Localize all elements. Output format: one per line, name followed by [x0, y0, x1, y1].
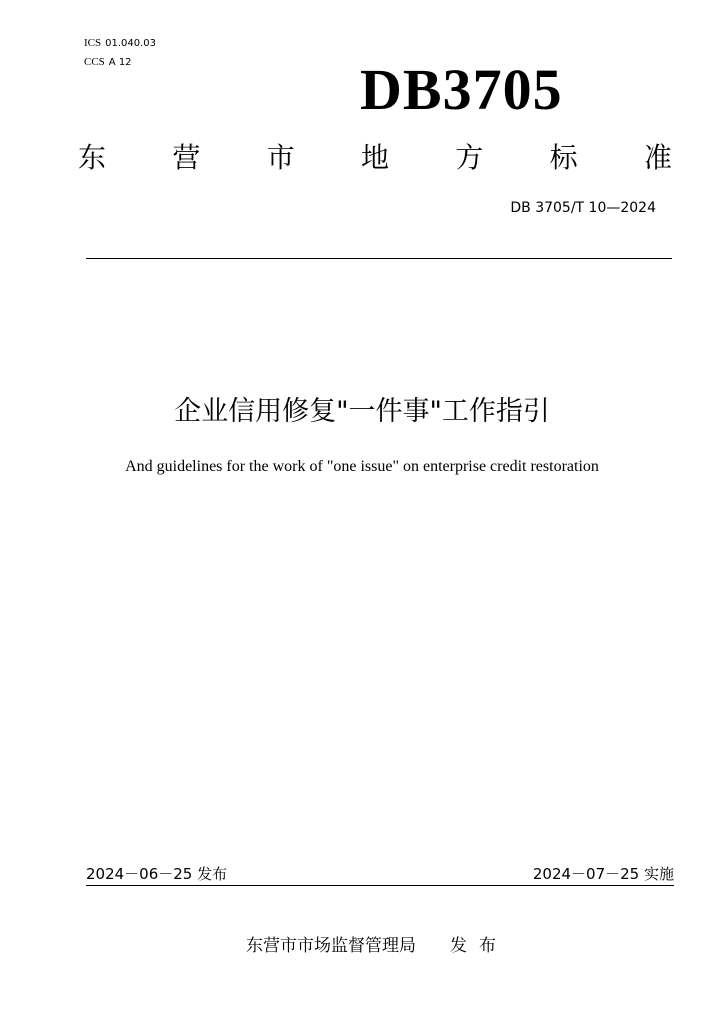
publisher-line — [246, 934, 508, 958]
standard-type-char: 东 — [78, 141, 107, 174]
document-title-chinese: 企业信用修复"一件事"工作指引 — [174, 396, 550, 427]
ccs-label: CCS — [84, 56, 105, 68]
standard-type-char: 标 — [549, 141, 578, 174]
standard-type-char: 地 — [360, 141, 389, 174]
db-standard-logo: DB3705 — [360, 57, 563, 122]
implementation-date: 2024－07－25 实施 — [532, 865, 674, 883]
standard-type-heading — [78, 138, 672, 178]
publish-word: 发布 — [450, 936, 508, 956]
ics-classification — [84, 36, 156, 51]
standard-type-char: 营 — [172, 141, 201, 174]
ccs-value: A 12 — [108, 57, 132, 68]
footer-divider — [86, 885, 674, 886]
standard-number: DB 3705/T 10—2024 — [510, 200, 656, 216]
standard-type-char: 准 — [643, 141, 672, 174]
ics-value: 01.040.03 — [105, 38, 157, 49]
document-title-english: And guidelines for the work of "one issue" on enterprise credit restoration — [125, 458, 599, 475]
header-divider — [86, 258, 672, 259]
ccs-classification — [84, 55, 132, 70]
ics-label: ICS — [84, 37, 102, 49]
issue-date: 2024－06－25 发布 — [86, 865, 228, 883]
standard-type-char: 方 — [455, 141, 484, 174]
standard-type-char: 市 — [266, 141, 295, 174]
publisher-name: 东营市市场监督管理局 — [246, 936, 416, 956]
